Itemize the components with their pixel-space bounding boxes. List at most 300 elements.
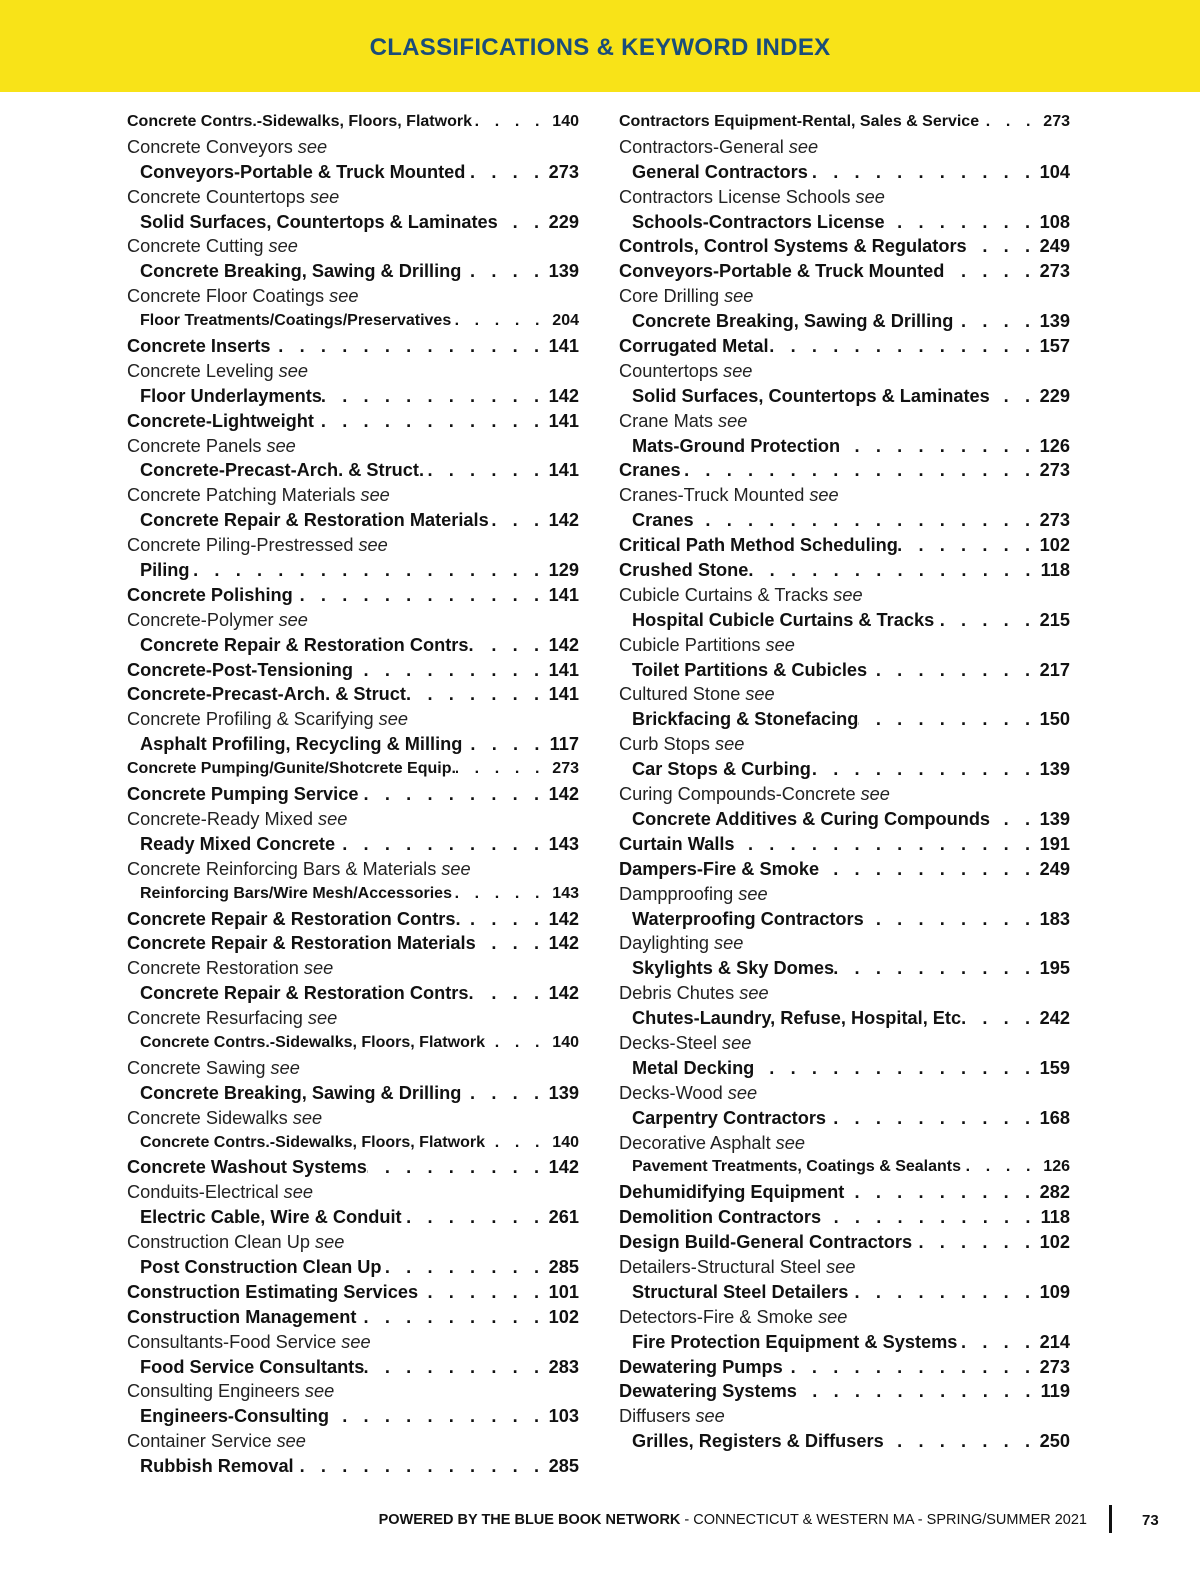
see-label: see (860, 784, 890, 805)
dot-leader (783, 1355, 1040, 1380)
index-see-entry (127, 1056, 579, 1081)
index-entry (127, 1280, 579, 1305)
entry-page-number: 139 (1039, 808, 1070, 829)
entry-page-number: 283 (548, 1356, 579, 1377)
dot-leader (858, 707, 1039, 732)
entry-page-number: 139 (1039, 759, 1070, 780)
entry-name: Concrete-Lightweight (127, 410, 314, 431)
index-entry (127, 583, 579, 608)
index-see-entry (619, 483, 1070, 508)
index-entry (127, 832, 579, 857)
index-entry (127, 782, 579, 807)
footer-credit (379, 1512, 1087, 1528)
dot-leader (844, 1180, 1039, 1205)
dot-leader (735, 832, 1040, 857)
index-see-entry (127, 1106, 579, 1131)
index-see-entry (127, 707, 579, 732)
index-entry (127, 732, 579, 757)
index-see-entry (127, 284, 579, 309)
dot-leader (461, 259, 548, 284)
index-entry (619, 210, 1070, 235)
index-see-entry (619, 135, 1070, 160)
entry-name: Dewatering Pumps (619, 1356, 783, 1377)
dot-leader (367, 1155, 549, 1180)
entry-name: Conveyors-Portable & Truck Mounted (140, 161, 466, 182)
entry-page-number: 141 (548, 460, 579, 481)
entry-name: Curb Stops (619, 734, 710, 755)
see-label: see (724, 286, 754, 307)
dot-leader (314, 409, 549, 434)
entry-name: Contractors-General (619, 136, 784, 157)
entry-name: Concrete Sidewalks (127, 1107, 288, 1128)
entry-page-number: 168 (1039, 1107, 1070, 1128)
index-entry (127, 1255, 579, 1280)
entry-page-number: 143 (552, 884, 579, 902)
entry-name: Car Stops & Curbing (632, 759, 811, 780)
entry-name: Concrete Breaking, Sawing & Drilling (140, 261, 462, 282)
entry-name: Concrete Cutting (127, 236, 264, 257)
dot-leader (819, 857, 1040, 882)
entry-name: Debris Chutes (619, 983, 735, 1004)
index-entry (127, 259, 579, 284)
index-entry (619, 907, 1070, 932)
entry-name: Diffusers (619, 1406, 691, 1427)
dot-leader (489, 508, 549, 533)
dot-leader (293, 583, 549, 608)
entry-name: Cranes (619, 460, 681, 481)
index-see-entry (127, 1429, 579, 1454)
entry-name: Decks-Wood (619, 1082, 723, 1103)
index-see-entry (127, 956, 579, 981)
dot-leader (694, 508, 1040, 533)
entry-name: Concrete Piling-Prestressed (127, 535, 354, 556)
entry-name: Conduits-Electrical (127, 1182, 279, 1203)
dot-leader (364, 1355, 548, 1380)
entry-page-number: 142 (548, 510, 579, 531)
dot-leader (979, 110, 1040, 135)
entry-page-number: 117 (549, 734, 579, 755)
index-entry (619, 807, 1070, 832)
index-entry (619, 259, 1070, 284)
dot-leader (912, 1230, 1040, 1255)
dot-leader (498, 210, 549, 235)
entry-name: Design Build-General Contractors (619, 1232, 913, 1253)
index-entry (619, 334, 1070, 359)
entry-page-number: 139 (548, 1082, 579, 1103)
index-entry (127, 1454, 579, 1479)
index-column-left (127, 110, 579, 1479)
index-entry (619, 1180, 1070, 1205)
see-label: see (818, 1306, 848, 1327)
dot-leader (461, 1081, 548, 1106)
index-entry (619, 533, 1070, 558)
index-entry (619, 110, 1070, 135)
index-entry (127, 1355, 579, 1380)
entry-name: Crane Mats (619, 410, 714, 431)
entry-name: Controls, Control Systems & Regulators (619, 236, 967, 257)
see-label: see (718, 410, 748, 431)
entry-name: Critical Path Method Scheduling (619, 535, 898, 556)
index-column-right (619, 110, 1070, 1454)
index-entry (619, 1280, 1070, 1305)
entry-name: Toilet Partitions & Cubicles (632, 659, 868, 680)
index-see-entry (619, 682, 1070, 707)
see-label: see (833, 584, 863, 605)
entry-page-number: 142 (548, 385, 579, 406)
index-see-entry (619, 284, 1070, 309)
entry-page-number: 118 (1040, 560, 1070, 581)
entry-name: Concrete Repair & Restoration Materials (140, 510, 489, 531)
index-see-entry (127, 434, 579, 459)
index-see-entry (127, 1330, 579, 1355)
entry-page-number: 285 (548, 1456, 579, 1477)
index-entry (619, 857, 1070, 882)
entry-page-number: 273 (1039, 510, 1070, 531)
entry-name: Decorative Asphalt (619, 1132, 771, 1153)
see-label: see (314, 1232, 345, 1253)
dot-leader (411, 682, 549, 707)
dot-leader (840, 434, 1039, 459)
index-entry (619, 508, 1070, 533)
page-number: 73 (1142, 1512, 1159, 1529)
index-entry (619, 434, 1070, 459)
entry-name: Concrete Reinforcing Bars & Materials (127, 858, 437, 879)
entry-name: Concrete Washout Systems (127, 1157, 367, 1178)
entry-page-number: 215 (1039, 609, 1070, 630)
entry-name: Waterproofing Contractors (632, 908, 864, 929)
entry-name: Electric Cable, Wire & Conduit (140, 1207, 402, 1228)
index-see-entry (619, 185, 1070, 210)
entry-name: Food Service Consultants (140, 1356, 365, 1377)
dot-leader (424, 458, 549, 483)
entry-name: Concrete Polishing (127, 584, 293, 605)
index-entry (619, 757, 1070, 782)
index-see-entry (127, 185, 579, 210)
index-entry (619, 1230, 1070, 1255)
index-see-entry (127, 1006, 579, 1031)
see-label: see (268, 236, 298, 257)
dot-leader (456, 757, 549, 782)
entry-name: Concrete Repair & Restoration Materials (127, 933, 476, 954)
dot-leader (461, 907, 549, 932)
dot-leader (884, 1429, 1040, 1454)
dot-leader (769, 334, 1040, 359)
index-entry (619, 956, 1070, 981)
entry-page-number: 141 (548, 684, 579, 705)
index-see-entry (127, 857, 579, 882)
index-entry (127, 508, 579, 533)
entry-name: Conveyors-Portable & Truck Mounted (619, 261, 945, 282)
dot-leader (322, 384, 549, 409)
index-entry (619, 1330, 1070, 1355)
index-see-entry (619, 1031, 1070, 1056)
dot-leader (967, 234, 1040, 259)
entry-name: Skylights & Sky Domes (632, 958, 835, 979)
entry-page-number: 273 (548, 161, 579, 182)
index-entry (127, 458, 579, 483)
see-label: see (441, 858, 471, 879)
dot-leader (834, 956, 1039, 981)
entry-name: Piling (140, 560, 190, 581)
index-entry (619, 1379, 1070, 1404)
index-see-entry (619, 409, 1070, 434)
see-label: see (695, 1406, 725, 1427)
index-entry (127, 981, 579, 1006)
entry-page-number: 195 (1039, 958, 1070, 979)
see-label: see (738, 883, 768, 904)
entry-page-number: 242 (1039, 1008, 1070, 1029)
index-see-entry (619, 782, 1070, 807)
index-entry (619, 707, 1070, 732)
entry-name: Construction Estimating Services (127, 1281, 419, 1302)
entry-name: Metal Decking (632, 1057, 755, 1078)
entry-page-number: 285 (548, 1256, 579, 1277)
index-entry (127, 907, 579, 932)
entry-page-number: 141 (548, 659, 579, 680)
index-entry (127, 309, 579, 334)
dot-leader (826, 1106, 1040, 1131)
dot-leader (335, 832, 549, 857)
entry-name: Cubicle Curtains & Tracks (619, 584, 829, 605)
index-see-entry (619, 1404, 1070, 1429)
entry-name: Demolition Contractors (619, 1207, 822, 1228)
index-entry (619, 1006, 1070, 1031)
entry-page-number: 229 (1039, 385, 1070, 406)
entry-page-number: 142 (548, 1157, 579, 1178)
index-entry (127, 110, 579, 135)
entry-name: Crushed Stone (619, 560, 749, 581)
entry-page-number: 214 (1039, 1331, 1070, 1352)
dot-leader (294, 1454, 549, 1479)
entry-name: Mats-Ground Protection (632, 435, 841, 456)
dot-leader (808, 160, 1040, 185)
index-entry (127, 409, 579, 434)
see-label: see (765, 634, 795, 655)
dot-leader (990, 384, 1040, 409)
index-entry (127, 757, 579, 782)
entry-name: Contractors License Schools (619, 186, 851, 207)
dot-leader (934, 608, 1039, 633)
index-entry (127, 160, 579, 185)
entry-page-number: 157 (1039, 336, 1070, 357)
index-entry (127, 1205, 579, 1230)
entry-name: Detectors-Fire & Smoke (619, 1306, 814, 1327)
index-entry (127, 384, 579, 409)
dot-leader (451, 309, 549, 334)
entry-name: Concrete-Precast-Arch. & Struct. (140, 460, 425, 481)
entry-name: Curtain Walls (619, 833, 735, 854)
dot-leader (462, 732, 549, 757)
dot-leader (821, 1205, 1040, 1230)
entry-name: Concrete Breaking, Sawing & Drilling (140, 1082, 462, 1103)
dot-leader (848, 1280, 1039, 1305)
dot-leader (353, 658, 549, 683)
entry-name: Asphalt Profiling, Recycling & Milling (140, 734, 463, 755)
see-label: see (309, 186, 340, 207)
entry-page-number: 191 (1039, 833, 1070, 854)
entry-name: Fire Protection Equipment & Systems (632, 1331, 958, 1352)
index-entry (127, 1155, 579, 1180)
entry-name: Concrete Repair & Restoration Contrs. (140, 983, 474, 1004)
entry-page-number: 129 (548, 560, 579, 581)
dot-leader (465, 160, 548, 185)
dot-leader (797, 1379, 1040, 1404)
index-entry (619, 458, 1070, 483)
index-entry (127, 882, 579, 907)
entry-name: Brickfacing & Stonefacing (632, 709, 859, 730)
entry-page-number: 102 (1039, 535, 1070, 556)
index-entry (619, 234, 1070, 259)
entry-name: Corrugated Metal (619, 336, 769, 357)
index-entry (127, 658, 579, 683)
see-label: see (278, 609, 308, 630)
entry-page-number: 229 (548, 211, 579, 232)
see-label: see (775, 1132, 805, 1153)
entry-name: Floor Underlayments (140, 385, 322, 406)
entry-page-number: 118 (1040, 1207, 1070, 1228)
entry-name: Solid Surfaces, Countertops & Laminates (632, 385, 990, 406)
index-see-entry (619, 931, 1070, 956)
dot-leader (356, 1305, 548, 1330)
see-label: see (378, 709, 408, 730)
page-title: CLASSIFICATIONS & KEYWORD INDEX (369, 34, 831, 61)
footer-network: POWERED BY THE BLUE BOOK NETWORK (378, 1512, 681, 1528)
dot-leader (754, 1056, 1039, 1081)
entry-name: Concrete Countertops (127, 186, 305, 207)
entry-page-number: 273 (1039, 460, 1070, 481)
dot-leader (382, 1255, 549, 1280)
index-entry (619, 1355, 1070, 1380)
entry-page-number: 142 (548, 908, 579, 929)
entry-name: Detailers-Structural Steel (619, 1256, 822, 1277)
see-label: see (303, 958, 334, 979)
index-see-entry (127, 1230, 579, 1255)
entry-name: Cranes (632, 510, 694, 531)
dot-leader (681, 458, 1040, 483)
entry-page-number: 217 (1039, 659, 1070, 680)
index-entry (127, 1305, 579, 1330)
entry-name: Dewatering Systems (619, 1381, 797, 1402)
dot-leader (885, 210, 1040, 235)
index-see-entry (619, 633, 1070, 658)
entry-name: Concrete Contrs.-Sidewalks, Floors, Flatwork (140, 1033, 485, 1051)
entry-page-number: 273 (1043, 113, 1070, 130)
entry-name: Concrete Inserts (127, 336, 271, 357)
entry-page-number: 273 (1039, 261, 1070, 282)
index-entry (127, 210, 579, 235)
index-entry (619, 608, 1070, 633)
dot-leader (402, 1205, 549, 1230)
footer-divider (1109, 1505, 1112, 1533)
entry-page-number: 103 (548, 1406, 579, 1427)
see-label: see (304, 1381, 335, 1402)
index-see-entry (127, 1379, 579, 1404)
see-label: see (855, 186, 885, 207)
dot-leader (418, 1280, 549, 1305)
see-label: see (278, 360, 308, 381)
see-label: see (266, 435, 296, 456)
entry-page-number: 141 (548, 410, 579, 431)
entry-page-number: 273 (552, 760, 579, 778)
entry-name: Concrete-Polymer (127, 609, 274, 630)
entry-name: Dampers-Fire & Smoke (619, 858, 820, 879)
dot-leader (485, 1031, 549, 1056)
entry-page-number: 142 (548, 933, 579, 954)
entry-name: Countertops (619, 360, 719, 381)
dot-leader (271, 334, 549, 359)
entry-name: Concrete Patching Materials (127, 485, 356, 506)
entry-page-number: 250 (1039, 1431, 1070, 1452)
entry-name: Grilles, Registers & Diffusers (632, 1431, 884, 1452)
index-see-entry (619, 732, 1070, 757)
dot-leader (944, 259, 1039, 284)
see-label: see (276, 1431, 306, 1452)
index-see-entry (127, 807, 579, 832)
entry-name: Curing Compounds-Concrete (619, 784, 856, 805)
entry-name: Schools-Contractors License (632, 211, 885, 232)
entry-name: Concrete-Precast-Arch. & Struct. (127, 684, 412, 705)
dot-leader (957, 1330, 1039, 1355)
entry-page-number: 126 (1039, 435, 1070, 456)
index-entry (619, 658, 1070, 683)
index-see-entry (127, 234, 579, 259)
index-see-entry (619, 981, 1070, 1006)
index-entry (127, 1031, 579, 1056)
index-see-entry (619, 583, 1070, 608)
see-label: see (318, 808, 348, 829)
dot-leader (190, 558, 549, 583)
entry-page-number: 108 (1039, 211, 1070, 232)
index-entry (619, 384, 1070, 409)
dot-leader (329, 1404, 549, 1429)
entry-page-number: 282 (1039, 1182, 1070, 1203)
dot-leader (358, 782, 548, 807)
entry-name: Core Drilling (619, 286, 720, 307)
entry-name: Concrete Leveling (127, 360, 274, 381)
entry-name: Concrete Resurfacing (127, 1008, 303, 1029)
index-entry (127, 682, 579, 707)
dot-leader (748, 558, 1040, 583)
entry-page-number: 183 (1039, 908, 1070, 929)
see-label: see (714, 734, 745, 755)
index-entry (619, 558, 1070, 583)
entry-page-number: 159 (1039, 1057, 1070, 1078)
entry-page-number: 261 (548, 1207, 579, 1228)
dot-leader (811, 757, 1040, 782)
index-entry (619, 1205, 1070, 1230)
entry-name: Cubicle Partitions (619, 634, 761, 655)
see-label: see (292, 1107, 323, 1128)
dot-leader (953, 309, 1039, 334)
entry-name: Chutes-Laundry, Refuse, Hospital, Etc. (632, 1008, 967, 1029)
index-entry (619, 160, 1070, 185)
entry-name: Construction Management (127, 1306, 357, 1327)
entry-name: Concrete Pumping/Gunite/Shotcrete Equip. (127, 760, 456, 778)
index-entry (127, 1131, 579, 1156)
entry-name: Daylighting (619, 933, 709, 954)
entry-name: Concrete-Ready Mixed (127, 808, 313, 829)
entry-page-number: 273 (1039, 1356, 1070, 1377)
entry-name: Cultured Stone (619, 684, 741, 705)
see-label: see (360, 485, 390, 506)
dot-leader (867, 658, 1040, 683)
entry-page-number: 140 (552, 113, 579, 130)
footer-edition: - CONNECTICUT & WESTERN MA - SPRING/SUMMER 2021 (680, 1512, 1087, 1528)
see-label: see (329, 286, 359, 307)
entry-name: Dehumidifying Equipment (619, 1182, 845, 1203)
entry-page-number: 102 (548, 1306, 579, 1327)
entry-page-number: 104 (1039, 161, 1070, 182)
